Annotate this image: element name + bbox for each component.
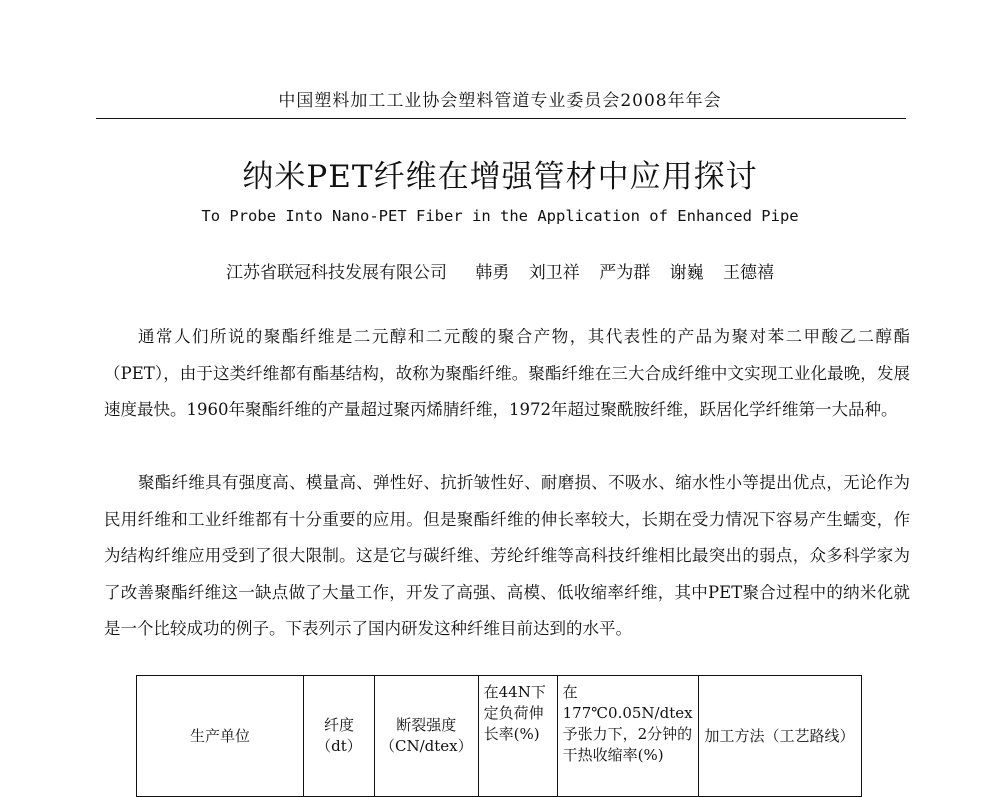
table-header-cell: 在177℃0.05N/dtex予张力下，2分钟的干热收缩率(%) bbox=[557, 676, 698, 797]
body-paragraph-1: 通常人们所说的聚酯纤维是二元醇和二元酸的聚合产物，其代表性的产品为聚对苯二甲酸乙二醇酯（PET），由于这类纤维都有酯基结构，故称为聚酯纤维。聚酯纤维在三大合成纤维中文实现工业化最晚，发展速度最快。1960年聚酯纤维的产量超过聚丙烯腈纤维，1972年超过聚酰胺纤维，跃居化学纤维第一大品种。 bbox=[104, 327, 910, 419]
author-name: 严为群 bbox=[599, 263, 651, 283]
author-organization: 江苏省联冠科技发展有限公司 bbox=[225, 263, 447, 283]
author-name: 刘卫祥 bbox=[528, 263, 580, 283]
table-header-cell: 生产单位 bbox=[137, 676, 304, 797]
table-header-cell: 断裂强度（CN/dtex） bbox=[375, 676, 479, 797]
table-header-row bbox=[137, 676, 862, 797]
table-header-cell: 加工方法（工艺路线） bbox=[698, 676, 861, 797]
conference-header: 中国塑料加工工业协会塑料管道专业委员会2008年年会 bbox=[278, 91, 722, 111]
author-line bbox=[0, 258, 1000, 283]
author-name: 王德禧 bbox=[723, 263, 775, 283]
author-name: 韩勇 bbox=[475, 263, 510, 283]
paper-title: 纳米PET纤维在增强管材中应用探讨 bbox=[242, 159, 758, 195]
table-header-cell: 纤度（dt） bbox=[304, 676, 375, 797]
table-header-cell: 在44N下定负荷伸长率(%) bbox=[478, 676, 557, 797]
fiber-data-table bbox=[136, 675, 862, 797]
header-rule bbox=[96, 118, 906, 119]
paper-subtitle: To Probe Into Nano-PET Fiber in the Application of Enhanced Pipe bbox=[201, 207, 799, 225]
body-paragraph-2: 聚酯纤维具有强度高、模量高、弹性好、抗折皱性好、耐磨损、不吸水、缩水性小等提出优点，无论作为民用纤维和工业纤维都有十分重要的应用。但是聚酯纤维的伸长率较大，长期在受力情况下容易产生蠕变，作为结构纤维应用受到了很大限制。这是它与碳纤维、芳纶纤维等高科技纤维相比最突出的弱点，众多科学家为了改善聚酯纤维这一缺点做了大量工作，开发了高强、高模、低收缩率纤维，其中PET聚合过程中的纳米化就是一个比较成功的例子。下表列示了国内研发这种纤维目前达到的水平。 bbox=[104, 473, 910, 638]
author-name: 谢巍 bbox=[669, 263, 704, 283]
